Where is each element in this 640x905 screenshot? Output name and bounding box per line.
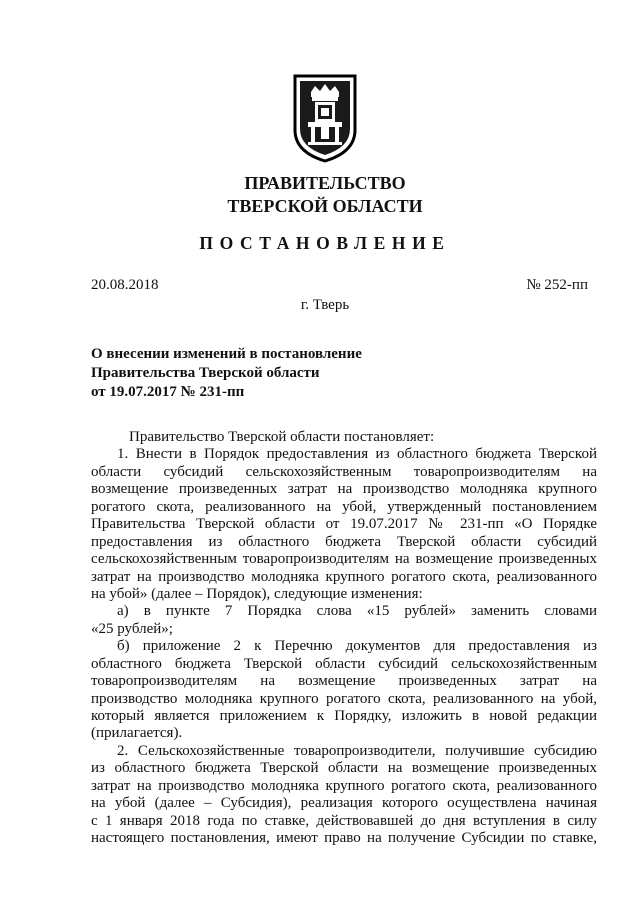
body-line: который является приложением к Порядку, изложить в новой редакции bbox=[91, 708, 597, 724]
org-name-line2: ТВЕРСКОЙ ОБЛАСТИ bbox=[227, 196, 423, 216]
document-subject bbox=[91, 345, 362, 402]
body-line: настоящего постановления, имеют право на получение Субсидии по ставке, bbox=[91, 830, 597, 847]
body-line: области субсидий сельскохозяйственным товаропроизводителям на bbox=[91, 463, 597, 480]
body-line: на убой (далее – Субсидия), реализация которого осуществлена начиная bbox=[91, 795, 597, 812]
document-city: г. Тверь bbox=[300, 297, 350, 313]
body-line: Правительства Тверской области от 19.07.2017 № 231-пп «О Порядке bbox=[91, 516, 597, 533]
body-line: сельскохозяйственным товаропроизводителям на возмещение произведенных bbox=[91, 551, 597, 568]
subject-line: О внесении изменений в постановление bbox=[91, 346, 362, 362]
body-line: областного бюджета Тверской области субсидий сельскохозяйственным bbox=[91, 655, 597, 672]
body-line: производство молодняка крупного рогатого скота, реализованного на убой, bbox=[91, 690, 597, 707]
body-line: (прилагается). bbox=[91, 725, 183, 742]
body-line: товаропроизводителям на возмещение произведенных затрат на bbox=[91, 673, 597, 690]
body-line: 1. Внести в Порядок предоставления из областного бюджета Тверской bbox=[117, 446, 597, 463]
subject-line: Правительства Тверской области bbox=[91, 365, 320, 381]
body-line: предоставления из областного бюджета Тверской области субсидий bbox=[91, 533, 597, 550]
body-line: рогатого скота, реализованного на убой, утвержденный постановлением bbox=[91, 498, 597, 515]
document-body bbox=[91, 429, 597, 848]
body-line: 2. Сельскохозяйственные товаропроизводители, получившие субсидию bbox=[117, 742, 597, 759]
body-line: из областного бюджета Тверской области на возмещение произведенных bbox=[91, 760, 597, 777]
body-line: на убой» (далее – Порядок), следующие изменения: bbox=[91, 585, 423, 602]
body-line: а) в пункте 7 Порядка слова «15 рублей» заменить словами bbox=[117, 603, 597, 620]
document-type: ПОСТАНОВЛЕНИЕ bbox=[199, 233, 451, 253]
body-line: возмещение произведенных затрат на производство молодняка крупного bbox=[91, 481, 597, 498]
document-date: 20.08.2018 bbox=[91, 277, 159, 293]
document-number: № 252-пп bbox=[526, 277, 588, 293]
body-line: «25 рублей»; bbox=[91, 620, 173, 637]
body-line: с 1 января 2018 года по ставке, действовавшей до дня вступления в силу bbox=[91, 812, 597, 829]
body-line: б) приложение 2 к Перечню документов для предоставления из bbox=[117, 638, 597, 655]
org-name-line1: ПРАВИТЕЛЬСТВО bbox=[244, 173, 406, 193]
body-line: Правительство Тверской области постановляет: bbox=[129, 429, 435, 445]
body-line: затрат на производство молодняка крупного рогатого скота, реализованного bbox=[91, 568, 597, 585]
tver-coat-of-arms-icon bbox=[291, 72, 359, 164]
subject-line: от 19.07.2017 № 231-пп bbox=[91, 384, 245, 400]
body-line: затрат на производство молодняка крупного рогатого скота, реализованного bbox=[91, 777, 597, 794]
